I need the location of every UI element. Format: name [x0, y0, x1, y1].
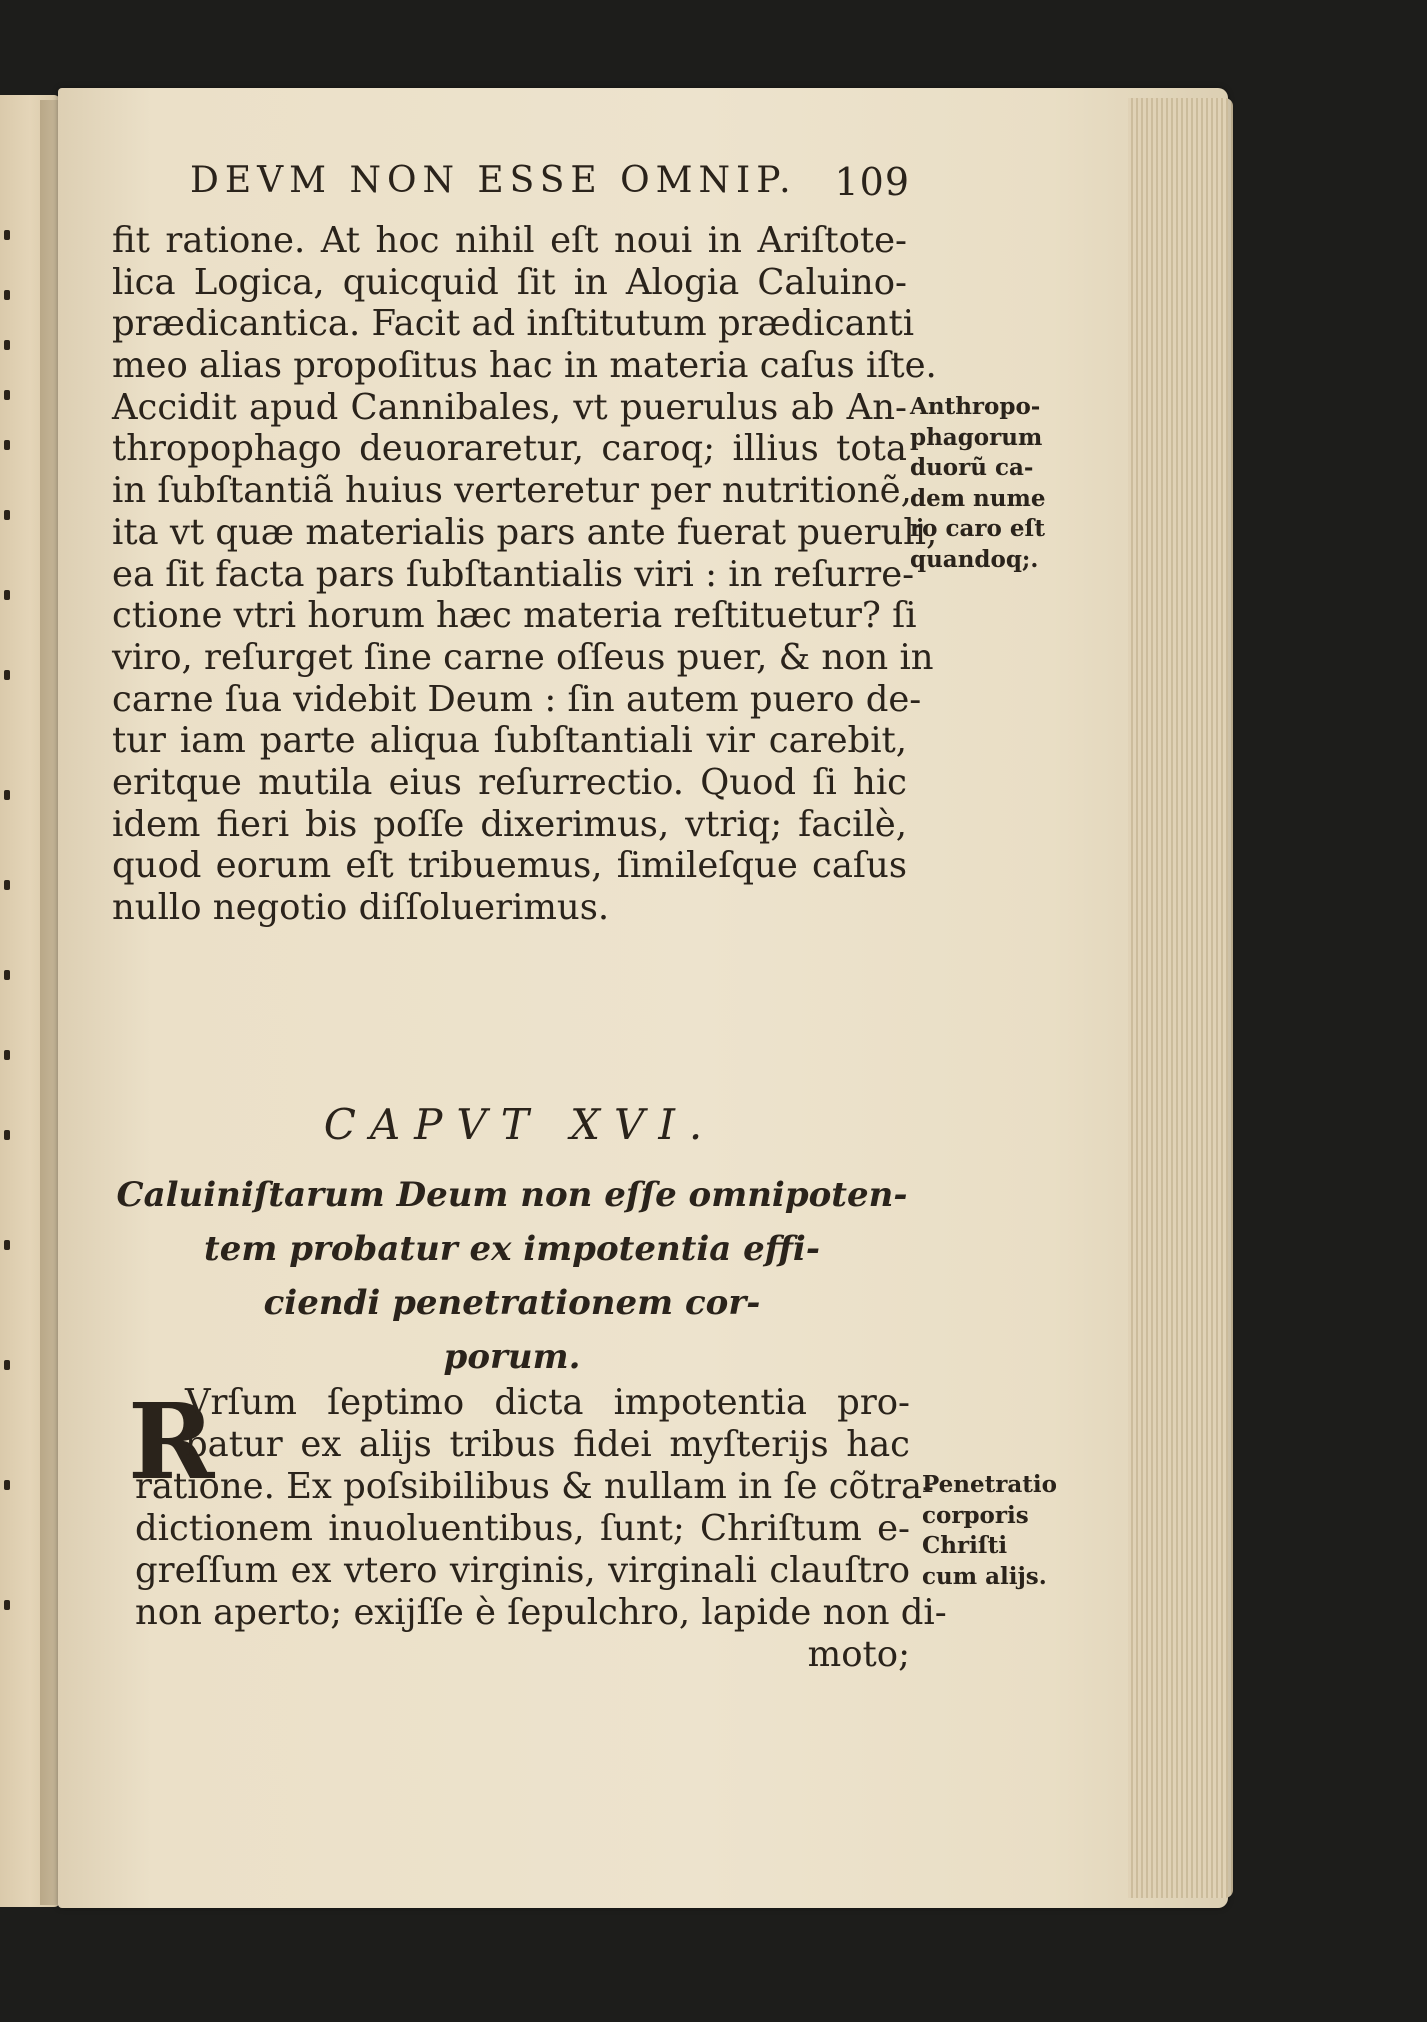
- text-line: fit ratione. At hoc nihil eſt noui in Ariſtote-: [112, 220, 907, 261]
- text-line: quod eorum eſt tribuemus, ſimileſque caſus: [112, 845, 907, 887]
- subtitle-line: porum.: [443, 1337, 581, 1377]
- text-line: thropophago deuoraretur, caroq; illius tota: [112, 428, 907, 470]
- margin-note-line: dem nume: [910, 484, 1046, 512]
- margin-note-line: Penetratio: [922, 1471, 1058, 1498]
- margin-note-anthropophagorum: [910, 392, 1045, 575]
- main-text: [112, 220, 938, 929]
- margin-note-line: corporis: [922, 1501, 1029, 1529]
- subtitle-line: tem probatur ex impotentia effi-: [204, 1229, 820, 1269]
- text-line: ctione vtri horum hæc materia reſtituetur? ſi: [112, 595, 917, 637]
- chapter-title: CAPVT XVI.: [323, 1100, 717, 1149]
- margin-note-line: phagorum: [910, 423, 1043, 451]
- margin-note-line: Chriſti: [922, 1532, 1008, 1559]
- margin-note-line: Anthropo-: [910, 393, 1041, 420]
- page-number: 109: [834, 160, 910, 204]
- text-line: lica Logica, quicquid ſit in Alogia Caluino-: [112, 261, 907, 303]
- text-line: nullo negotio diſſoluerimus.: [112, 887, 610, 928]
- text-line: greſſum ex vtero virginis, virginali clauſtro: [135, 1550, 910, 1591]
- subtitle-line: Caluiniſtarum Deum non eſſe omnipoten-: [116, 1175, 908, 1215]
- margin-note-line: duorũ ca-: [910, 454, 1034, 481]
- running-header: [190, 160, 910, 220]
- page-edges: [1128, 98, 1233, 1898]
- chapter-text: [135, 1382, 947, 1676]
- text-line: viro, reſurget ſine carne oſſeus puer, & non in: [112, 636, 934, 678]
- subtitle-line: ciendi penetrationem cor-: [263, 1283, 761, 1323]
- text-line: ea ſit facta pars ſubſtantialis viri : in reſurre-: [112, 553, 915, 595]
- margin-note-line: quandoq;.: [910, 545, 1039, 573]
- text-line: tur iam parte aliqua ſubſtantiali vir carebit,: [112, 720, 907, 762]
- text-line: dictionem inuoluentibus, ſunt; Chriſtum e-: [135, 1508, 910, 1549]
- text-line: prædicantica. Facit ad inſtitutum prædicanti: [112, 303, 915, 345]
- text-line: ita vt quæ materialis pars ante fuerat pueruli,: [112, 511, 938, 553]
- text-line: carne ſua videbit Deum : ſin autem puero de-: [112, 678, 922, 720]
- text-line: non aperto; exijſſe è ſepulchro, lapide non di-: [135, 1592, 947, 1633]
- text-line: Accidit apud Cannibales, vt puerulus ab An-: [112, 386, 907, 428]
- text-line: meo alias propoſitus hac in materia caſus iſte.: [112, 345, 937, 387]
- margin-note-line: ro caro eſt: [910, 515, 1045, 542]
- text-line: eritque mutila eius reſurrectio. Quod ſi hic: [112, 761, 907, 803]
- margin-note-penetratio: [922, 1470, 1057, 1592]
- chapter-subtitle: [112, 1168, 912, 1384]
- text-line: Vrſum ſeptimo dicta impotentia pro-: [185, 1382, 910, 1423]
- running-title: DEVM NON ESSE OMNIP.: [190, 160, 797, 201]
- text-line: in ſubſtantiã huius verteretur per nutritionẽ,: [112, 470, 912, 512]
- drop-cap: R: [128, 1380, 215, 1503]
- text-line: moto;: [807, 1634, 910, 1675]
- text-line: batur ex alijs tribus fidei myſterijs hac: [185, 1424, 910, 1465]
- text-line: idem fieri bis poſſe dixerimus, vtriq; facilè,: [112, 803, 907, 845]
- text-line: ratione. Ex poſsibilibus & nullam in ſe cõtra-: [135, 1466, 935, 1507]
- margin-note-line: cum alijs.: [922, 1562, 1047, 1590]
